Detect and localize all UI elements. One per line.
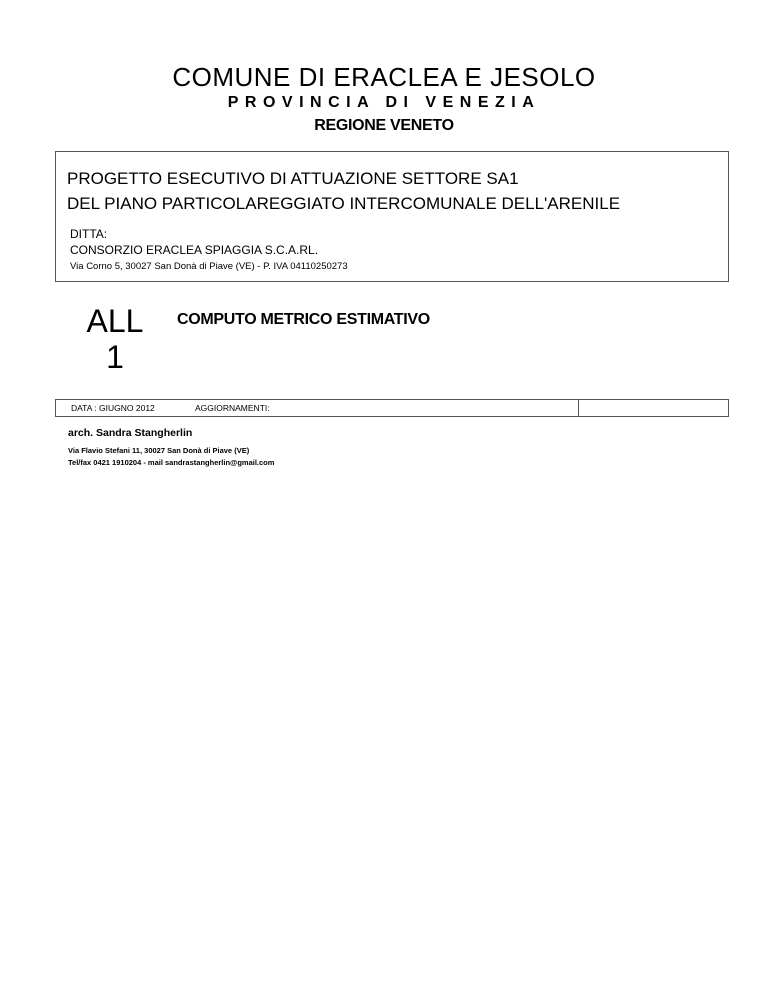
updates-cell: AGGIORNAMENTI:: [195, 403, 270, 413]
company-address: Via Corno 5, 30027 San Donà di Piave (VE) - P. IVA 04110250273: [70, 261, 348, 272]
document-title: COMPUTO METRICO ESTIMATIVO: [177, 311, 430, 328]
table-divider: [578, 400, 579, 416]
attachment-number: ALL 1: [86, 303, 144, 375]
architect-contacts: Tel/fax 0421 1910204 - mail sandrastangherlin@gmail.com: [68, 458, 275, 467]
project-title-line-1: PROGETTO ESECUTIVO DI ATTUAZIONE SETTORE SA1: [67, 169, 519, 188]
region-title: REGIONE VENETO: [314, 117, 454, 134]
architect-address: Via Flavio Stefani 11, 30027 San Donà di Piave (VE): [68, 446, 250, 455]
municipality-title: COMUNE DI ERACLEA E JESOLO: [172, 62, 596, 92]
date-cell: DATA : GIUGNO 2012: [71, 403, 155, 413]
architect-name: arch. Sandra Stangherlin: [68, 427, 193, 439]
project-box: [55, 151, 729, 282]
info-table: [55, 399, 729, 417]
company-name: CONSORZIO ERACLEA SPIAGGIA S.C.A.RL.: [70, 243, 319, 257]
company-label: DITTA:: [70, 227, 108, 241]
province-title: PROVINCIA DI VENEZIA: [227, 94, 541, 111]
project-title-line-2: DEL PIANO PARTICOLAREGGIATO INTERCOMUNALE DELL'ARENILE: [67, 194, 621, 213]
